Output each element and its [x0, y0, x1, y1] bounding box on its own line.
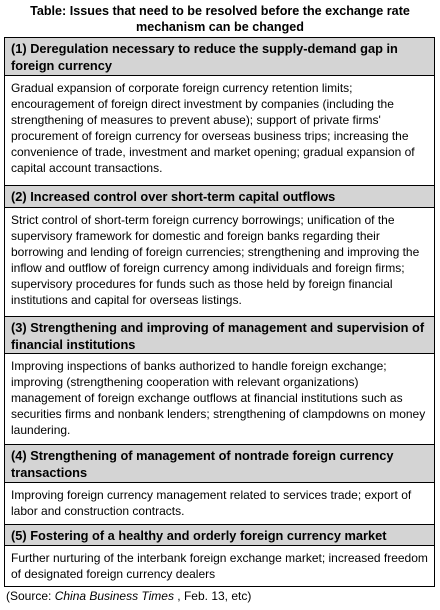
section-5-body: Further nurturing of the interbank foreign exchange market; increased freedom of designated foreign currency dealers: [5, 546, 434, 586]
issues-table: [4, 37, 435, 587]
section-1-heading: (1) Deregulation necessary to reduce the supply-demand gap in foreign currency: [5, 38, 434, 76]
section-4-heading: (4) Strengthening of management of nontrade foreign currency transactions: [5, 445, 434, 483]
section-3-heading: (3) Strengthening and improving of management and supervision of financial institutions: [5, 317, 434, 354]
section-1-body: Gradual expansion of corporate foreign currency retention limits; encouragement of foreign direct investment by companies (including the strengthening of measures to prevent abuse); support of private firms' procurement of foreign currency for overseas business trips; increasing the convenience of trade, investment and market opening; gradual expansion of capital account transactions.: [5, 76, 434, 186]
section-5-heading: (5) Fostering of a healthy and orderly foreign currency market: [5, 525, 434, 546]
source-note: [6, 588, 251, 604]
section-2-body: Strict control of short-term foreign currency borrowings; unification of the supervisory framework for domestic and foreign banks regarding their borrowing and lending of foreign currencies; strengthening and improving the inflow and outflow of foreign currency among individuals and foreign firms; supervisory procedures for funds such as those held by foreign financial institutions and capital for overseas listings.: [5, 208, 434, 317]
table-title: Table: Issues that need to be resolved before the exchange rate mechanism can be changed: [30, 4, 410, 34]
source-publication: China Business Times: [54, 589, 174, 603]
section-4-body: Improving foreign currency management related to services trade; export of labor and construction contracts.: [5, 483, 434, 525]
section-3-body: Improving inspections of banks authorized to handle foreign exchange; improving (strengthening cooperation with relevant organizations) management of foreign exchange outflows at financial institutions such as securities firms and nonbank lenders; strengthening of clampdowns on money laundering.: [5, 354, 434, 445]
section-2-heading: (2) Increased control over short-term capital outflows: [5, 186, 434, 208]
source-prefix: (Source:: [6, 589, 55, 603]
source-suffix: , Feb. 13, etc): [173, 589, 252, 603]
